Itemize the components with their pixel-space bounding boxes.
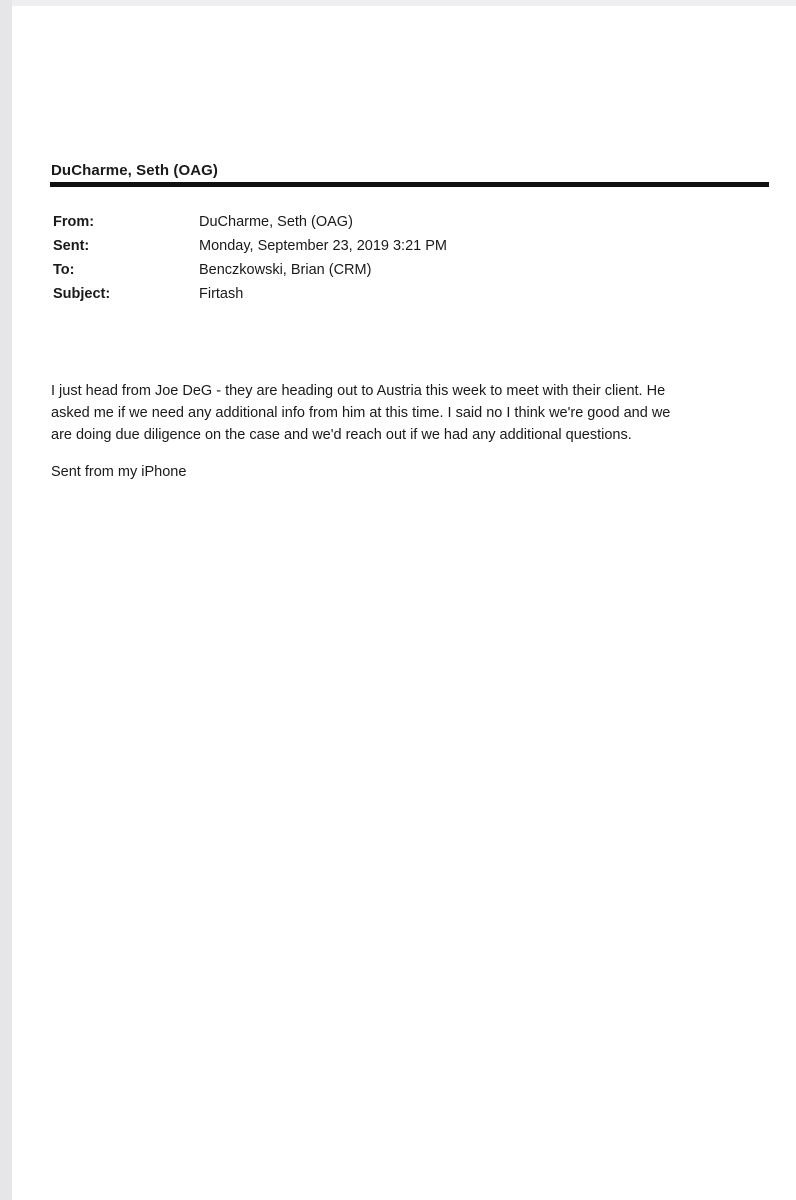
sender-heading: DuCharme, Seth (OAG) [51,162,219,179]
body-line: I just head from Joe DeG - they are heading out to Austria this week to meet with their client. He [51,383,666,399]
subject-label: Subject: [53,286,111,302]
sent-value: Monday, September 23, 2019 3:21 PM [199,238,447,254]
body-line: are doing due diligence on the case and we'd reach out if we had any additional questions. [51,427,632,443]
email-body [51,380,751,446]
from-value: DuCharme, Seth (OAG) [199,214,353,230]
email-signature: Sent from my iPhone [51,464,187,480]
heading-divider [50,182,769,187]
body-line: asked me if we need any additional info from him at this time. I said no I think we're good and we [51,405,671,421]
to-value: Benczkowski, Brian (CRM) [199,262,372,278]
sent-label: Sent: [53,238,90,254]
subject-value: Firtash [199,286,244,302]
from-label: From: [53,214,95,230]
page-left-margin [0,0,12,1200]
to-label: To: [53,262,75,278]
email-printout-page [12,6,796,1200]
